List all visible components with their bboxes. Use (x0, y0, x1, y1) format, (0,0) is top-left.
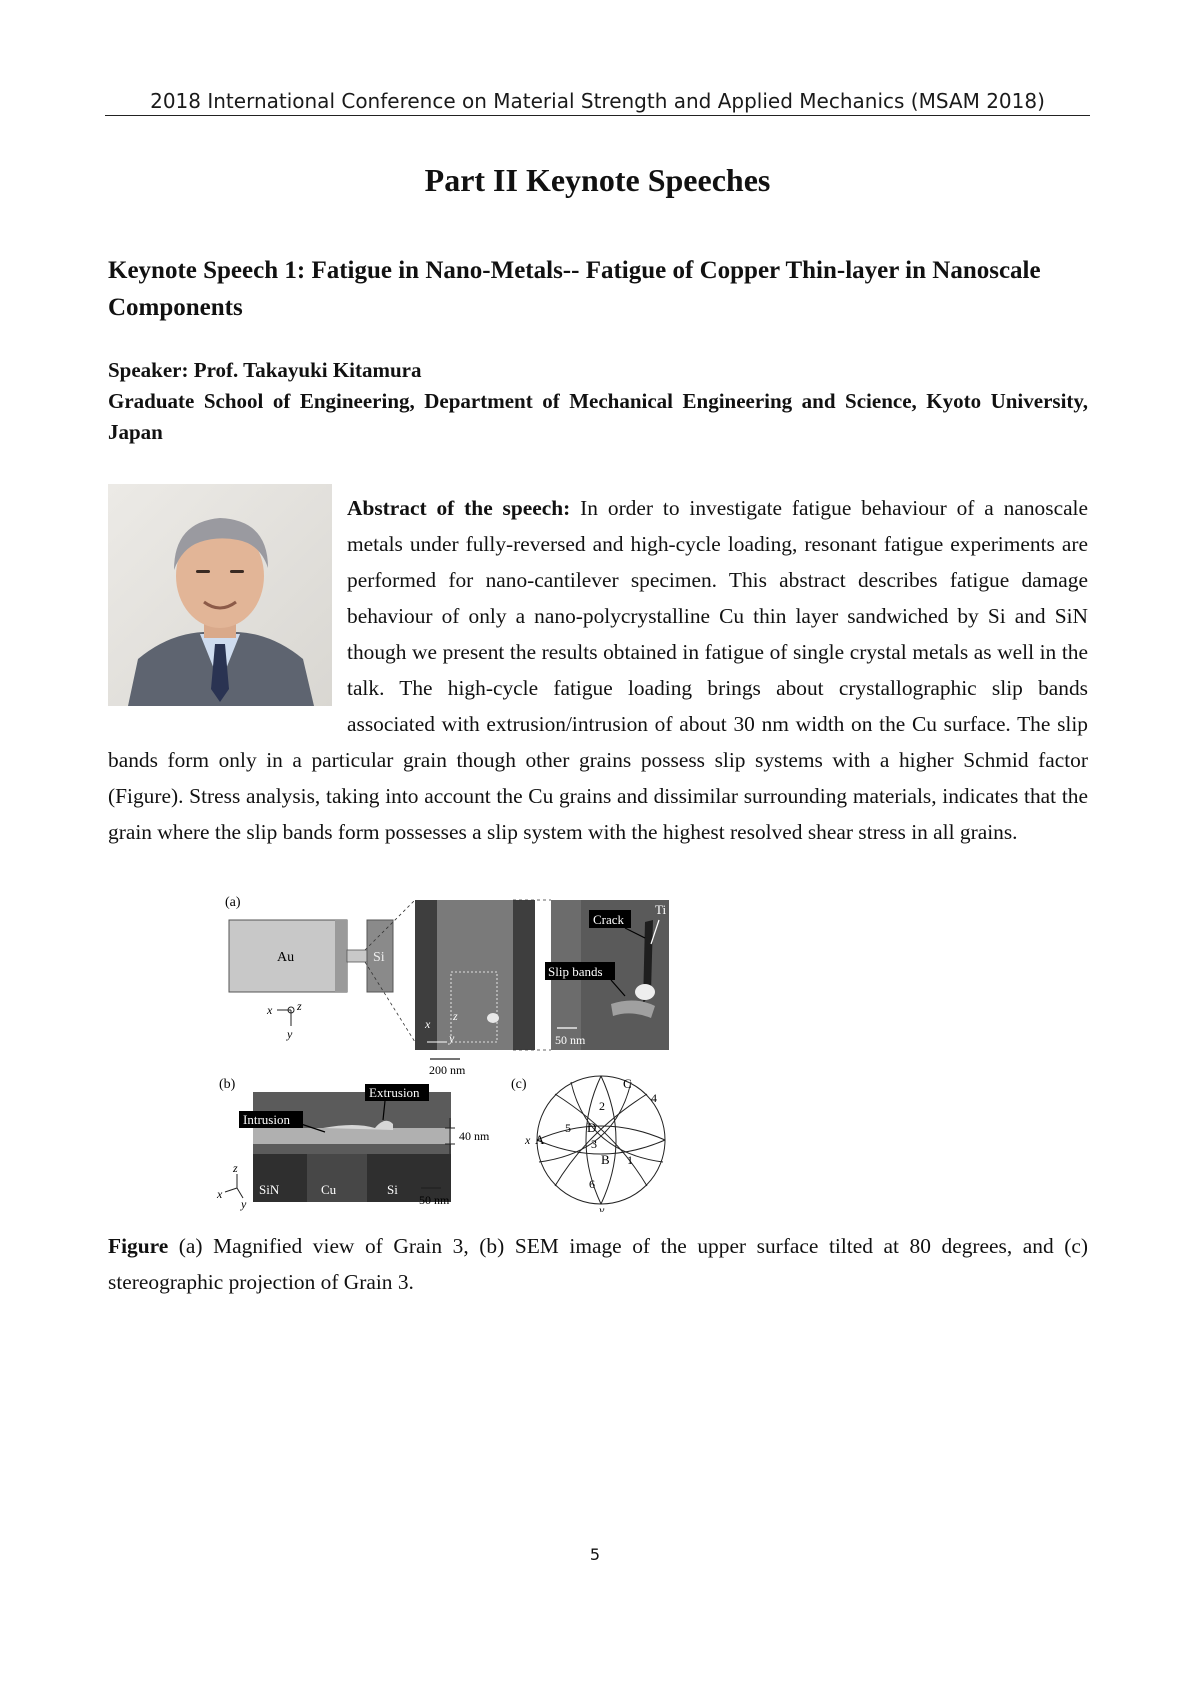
speaker-line: Speaker: Prof. Takayuki Kitamura (108, 358, 422, 382)
photo-wrap-spacer (108, 490, 347, 730)
scale-40nm: 40 nm (459, 1129, 490, 1143)
axis-x-sem: x (425, 1017, 431, 1031)
running-header: 2018 International Conference on Material Strength and Applied Mechanics (MSAM 2018) (150, 89, 1045, 113)
scale-50nm-a: 50 nm (555, 1033, 586, 1047)
ti-label: Ti (655, 902, 667, 917)
page-number: 5 (589, 1545, 601, 1564)
cu-label: Cu (321, 1182, 337, 1197)
axis-y-b: y (241, 1197, 247, 1211)
stereo-label-1: 1 (627, 1153, 633, 1167)
panel-c-label: (c) (511, 1077, 527, 1092)
speaker-affiliation: Graduate School of Engineering, Department of Mechanical Engineering and Science, Kyoto University, Japan (108, 389, 1088, 444)
abstract-label: Abstract of the speech: (347, 496, 571, 520)
si-label-a: Si (373, 950, 385, 965)
stereo-label-d: D (587, 1120, 597, 1135)
figure (215, 892, 715, 1212)
part-title: Part II Keynote Speeches (424, 162, 771, 198)
header-divider (105, 115, 1090, 116)
au-label: Au (277, 950, 295, 965)
axis-x-a: x (267, 1003, 273, 1017)
axis-z-b: z (233, 1161, 238, 1175)
stereo-label-b: B (601, 1152, 610, 1167)
slip-bands-label: Slip bands (548, 964, 603, 979)
panel-b-label: (b) (219, 1077, 236, 1092)
stereo-label-5: 5 (565, 1121, 571, 1135)
panel-a-label: (a) (225, 895, 241, 910)
abstract-paragraph (108, 490, 1088, 850)
stereo-label-3: 3 (591, 1137, 597, 1151)
stereo-label-2: 2 (599, 1099, 605, 1113)
extrusion-label: Extrusion (369, 1085, 420, 1100)
axis-y-sem: y (449, 1031, 455, 1045)
si-label-b: Si (387, 1182, 398, 1197)
caption-text: (a) Magnified view of Grain 3, (b) SEM image of the upper surface tilted at 80 degrees, and (c) stereographic projection of Grain 3. (108, 1234, 1088, 1294)
scale-200nm: 200 nm (429, 1063, 466, 1077)
stereo-label-a: A (535, 1132, 545, 1147)
intrusion-label: Intrusion (243, 1112, 290, 1127)
stereo-label-y: y (599, 1203, 605, 1212)
caption-label: Figure (108, 1234, 169, 1258)
stereo-label-c: C (623, 1076, 632, 1091)
scale-50nm-b: 50 nm (419, 1193, 450, 1207)
abstract-text: In order to investigate fatigue behaviour of a nanoscale metals under fully-reversed and high-cycle loading, resonant fatigue experiments are performed for nano-cantilever specimen. This abstract describes fatigue damage behaviour of only a nano-polycrystalline Cu thin layer sandwiched by Si and SiN though we present the results obtained in fatigue of single crystal metals as well in the talk. The high-cycle fatigue loading brings about crystallographic slip bands associated with extrusion/intrusion of about 30 nm width on the Cu surface. The slip bands form only in a particular grain though other grains possess slip systems with a higher Schmid factor (Figure). Stress analysis, taking into account the Cu grains and dissimilar surrounding materials, indicates that the grain where the slip bands form possesses a slip system with the highest resolved shear stress in all grains. (108, 496, 1088, 844)
axis-z-sem: z (453, 1009, 458, 1023)
stereo-label-x: x (525, 1133, 531, 1147)
axis-x-b: x (217, 1187, 223, 1201)
crack-label: Crack (593, 912, 625, 927)
sin-label: SiN (259, 1182, 280, 1197)
figure-caption (108, 1228, 1088, 1300)
axis-z-a: z (297, 999, 302, 1013)
stereo-label-6: 6 (589, 1177, 595, 1191)
speech-title: Keynote Speech 1: Fatigue in Nano-Metals-- Fatigue of Copper Thin-layer in Nanoscale Components (108, 257, 1041, 321)
stereo-label-4: 4 (651, 1091, 657, 1105)
axis-y-a: y (287, 1027, 293, 1041)
